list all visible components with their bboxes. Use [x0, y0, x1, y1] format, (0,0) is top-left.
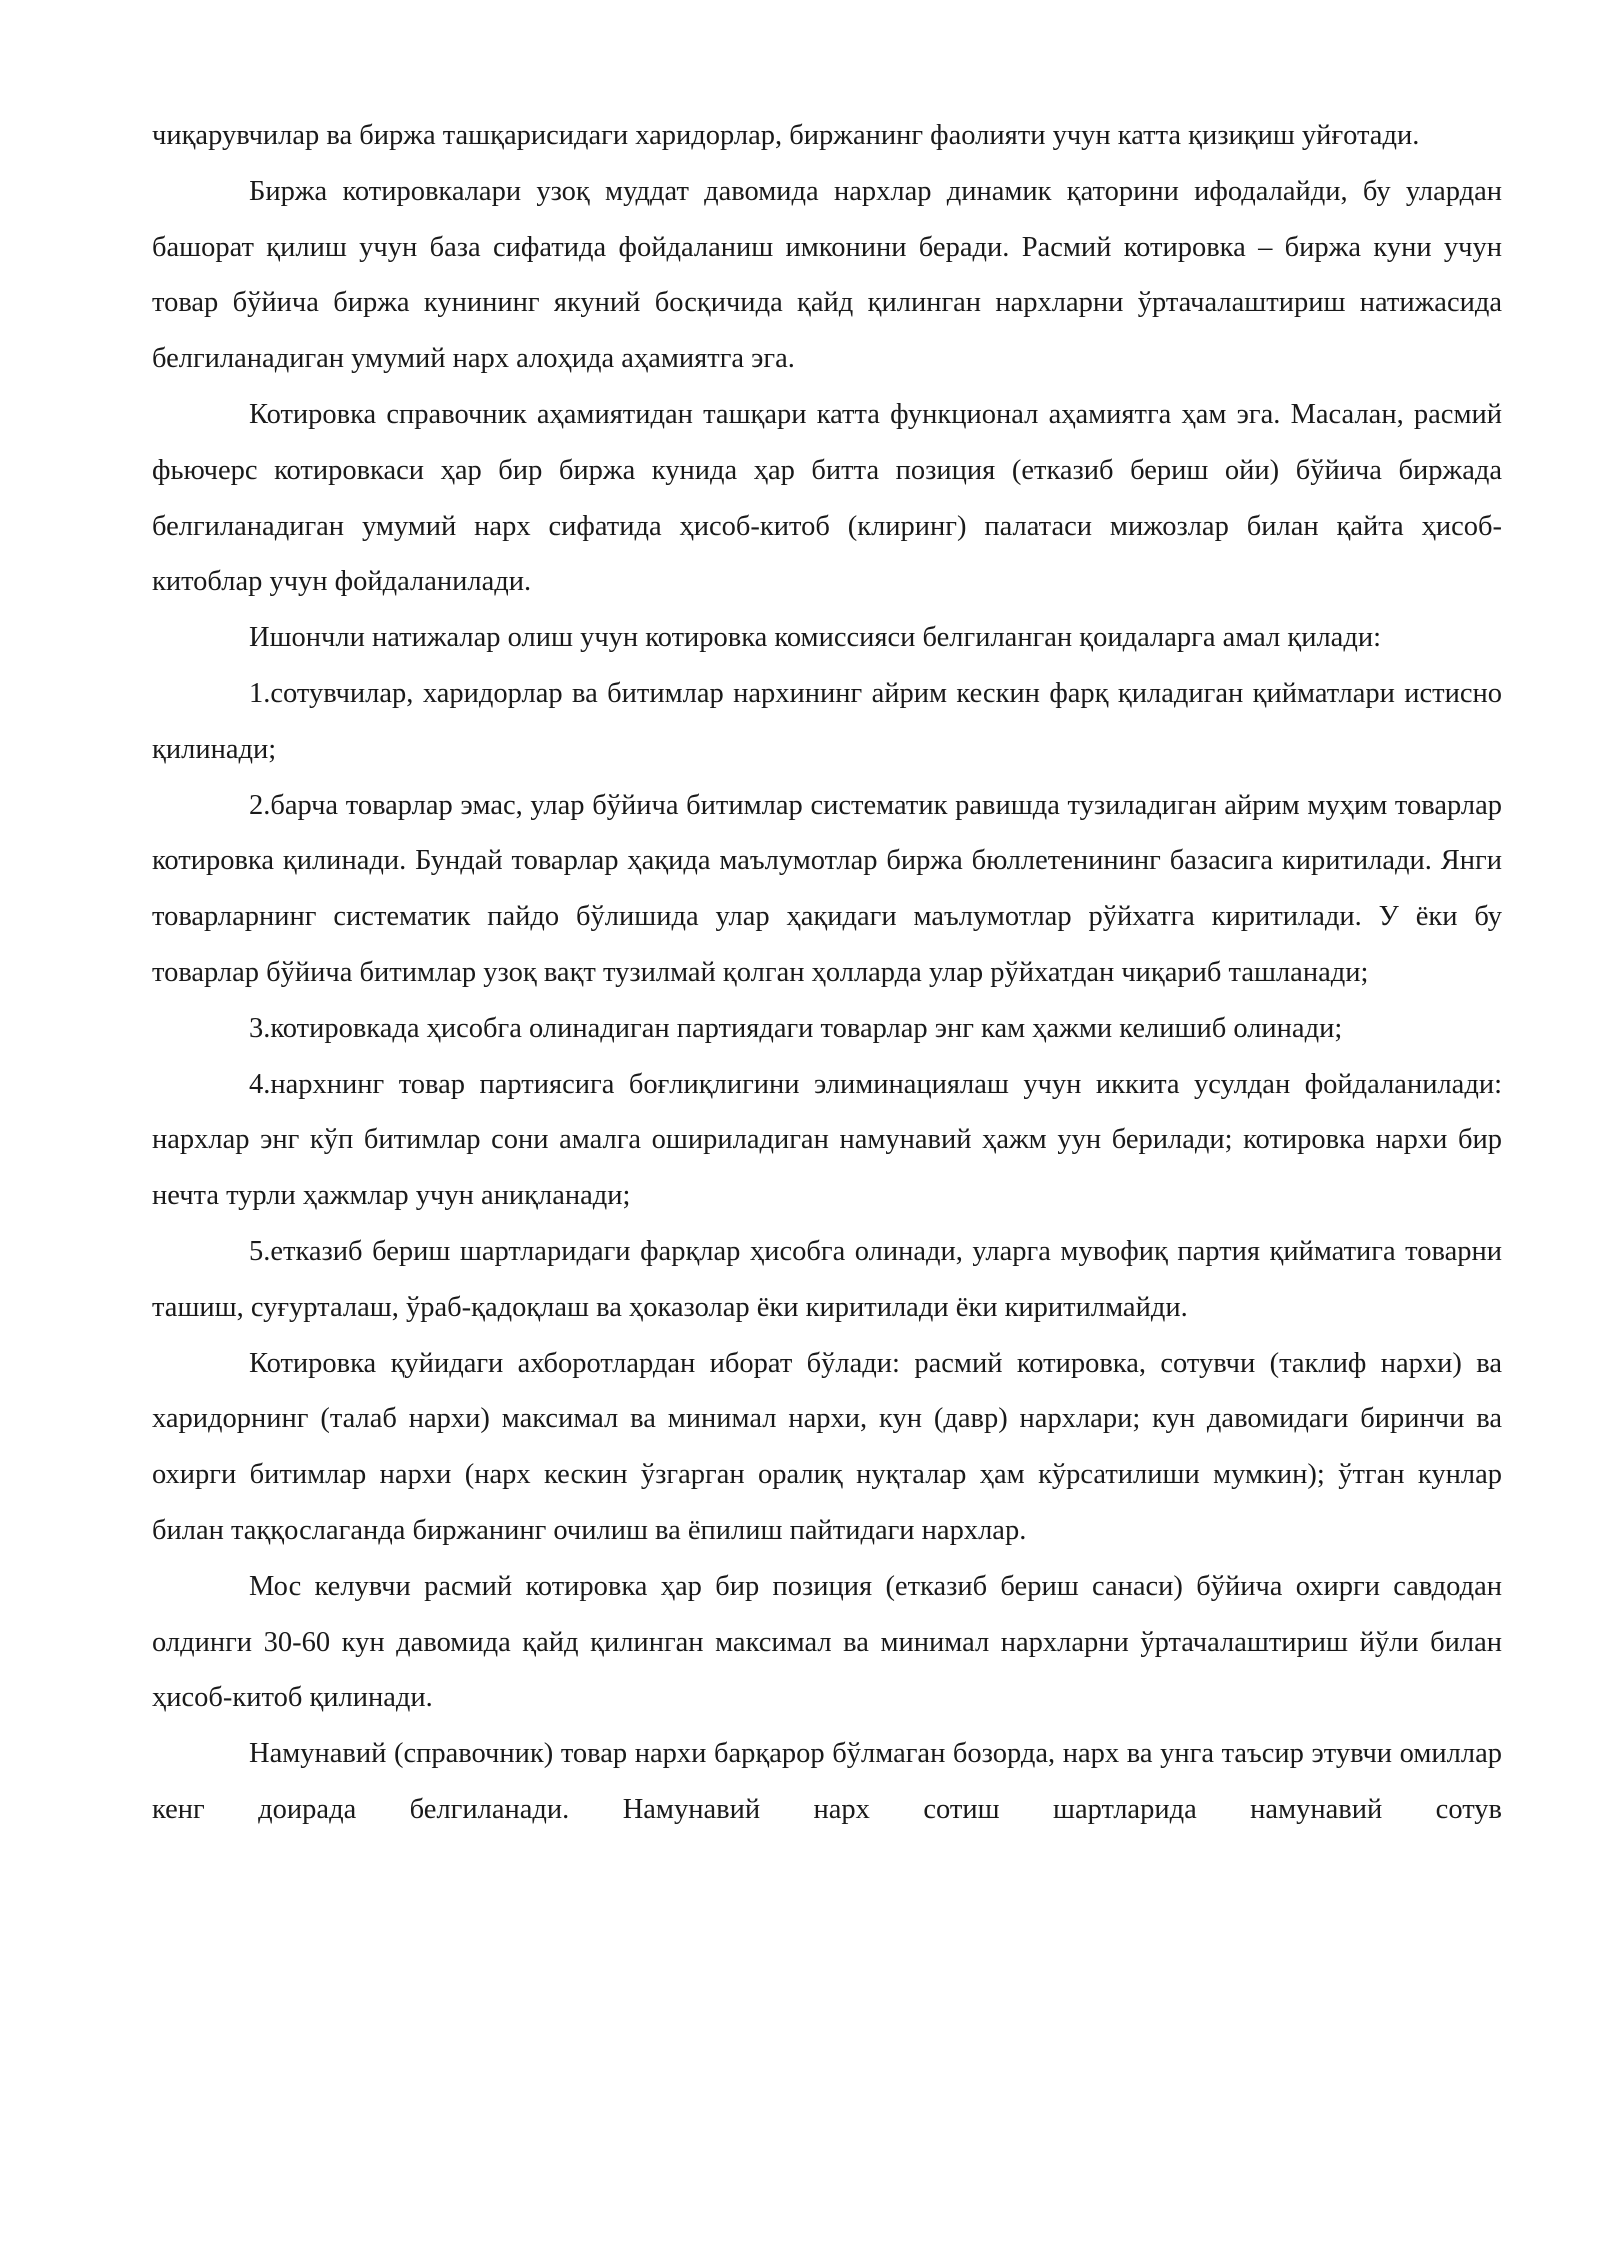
list-item-5: 5.етказиб бериш шартларидаги фарқлар ҳисобга олинади, уларга мувофиқ партия қийматига товарни ташиш, суғурталаш, ўраб-қадоқлаш ва ҳоказолар ёки киритилади ёки киритилмайди. [152, 1235, 1502, 1323]
list-item-4: 4.нархнинг товар партиясига боғлиқлигини элиминациялаш учун иккита усулдан фойдаланилади: нархлар энг кўп битимлар сони амалга ошириладиган намунавий ҳажм уун берилади; котировка нархи бир нечта турли ҳажмлар учун аниқланади; [152, 1068, 1502, 1212]
paragraph-quotation-contents: Котировка қуйидаги ахборотлардан иборат бўлади: расмий котировка, сотувчи (таклиф нархи) ва харидорнинг (талаб нархи) максимал ва минимал нархи, кун (давр) нархлари; кун давомидаги биринчи ва охирги битимлар нархи (нарх кескин ўзгарган оралиқ нуқталар ҳам кўрсатилиши мумкин); ўтган кунлар билан таққослаганда биржанинг очилиш ва ёпилиш пайтидаги нархлар. [152, 1347, 1502, 1546]
paragraph-functional-importance: Котировка справочник аҳамиятидан ташқари катта функционал аҳамиятга ҳам эга. Масалан, расмий фьючерс котировкаси ҳар бир биржа кунида ҳар битта позиция (етказиб бериш ойи) бўйича биржада белгиланадиган умумий нарх сифатида ҳисоб-китоб (клиринг) палатаси мижозлар билан қайта ҳисоб-китоблар учун фойдаланилади. [152, 398, 1502, 598]
paragraph-official-quotation: Мос келувчи расмий котировка ҳар бир позиция (етказиб бериш санаси) бўйича охирги савдодан олдинги 30-60 кун давомида қайд қилинган максимал ва минимал нархларни ўртачалаштириш йўли билан ҳисоб-китоб қилинади. [152, 1570, 1502, 1714]
paragraph-reference-price: Намунавий (справочник) товар нархи барқарор бўлмаган бозорда, нарх ва унга таъсир этувчи омиллар кенг доирада белгиланади. Намунавий нарх сотиш шартларида намунавий сотув [152, 1738, 1502, 1825]
list-item-3: 3.котировкада ҳисобга олинадиган партиядаги товарлар энг кам ҳажми келишиб олинади; [249, 1012, 1343, 1044]
paragraph-continuation: чиқарувчилар ва биржа ташқарисидаги харидорлар, биржанинг фаолияти учун катта қизиқиш уйғотади. [152, 120, 1420, 151]
list-item-2: 2.барча товарлар эмас, улар бўйича битимлар систематик равишда тузиладиган айрим муҳим товарлар котировка қилинади. Бундай товарлар ҳақида маълумотлар биржа бюллетенининг базасига киритилади. Янги товарларнинг систематик пайдо бўлишида улар ҳақидаги маълумотлар рўйхатга киритилади. У ёки бу товарлар бўйича битимлар узоқ вақт тузилмай қолган ҳолларда улар рўйхатдан чиқариб ташланади; [152, 789, 1502, 988]
document-body [152, 108, 1502, 1838]
paragraph-commission-rules: Ишончли натижалар олиш учун котировка комиссияси белгиланган қоидаларга амал қилади: [249, 622, 1381, 654]
paragraph-exchange-quotations: Биржа котировкалари узоқ муддат давомида нархлар динамик қаторини ифодалайди, бу улардан башорат қилиш учун база сифатида фойдаланиш имконини беради. Расмий котировка – биржа куни учун товар бўйича биржа кунининг якуний босқичида қайд қилинган нархларни ўртачалаштириш натижасида белгиланадиган умумий нарх алоҳида аҳамиятга эга. [152, 175, 1502, 375]
list-item-1: 1.сотувчилар, харидорлар ва битимлар нархининг айрим кескин фарқ қиладиган қийматлари истисно қилинади; [152, 677, 1502, 765]
